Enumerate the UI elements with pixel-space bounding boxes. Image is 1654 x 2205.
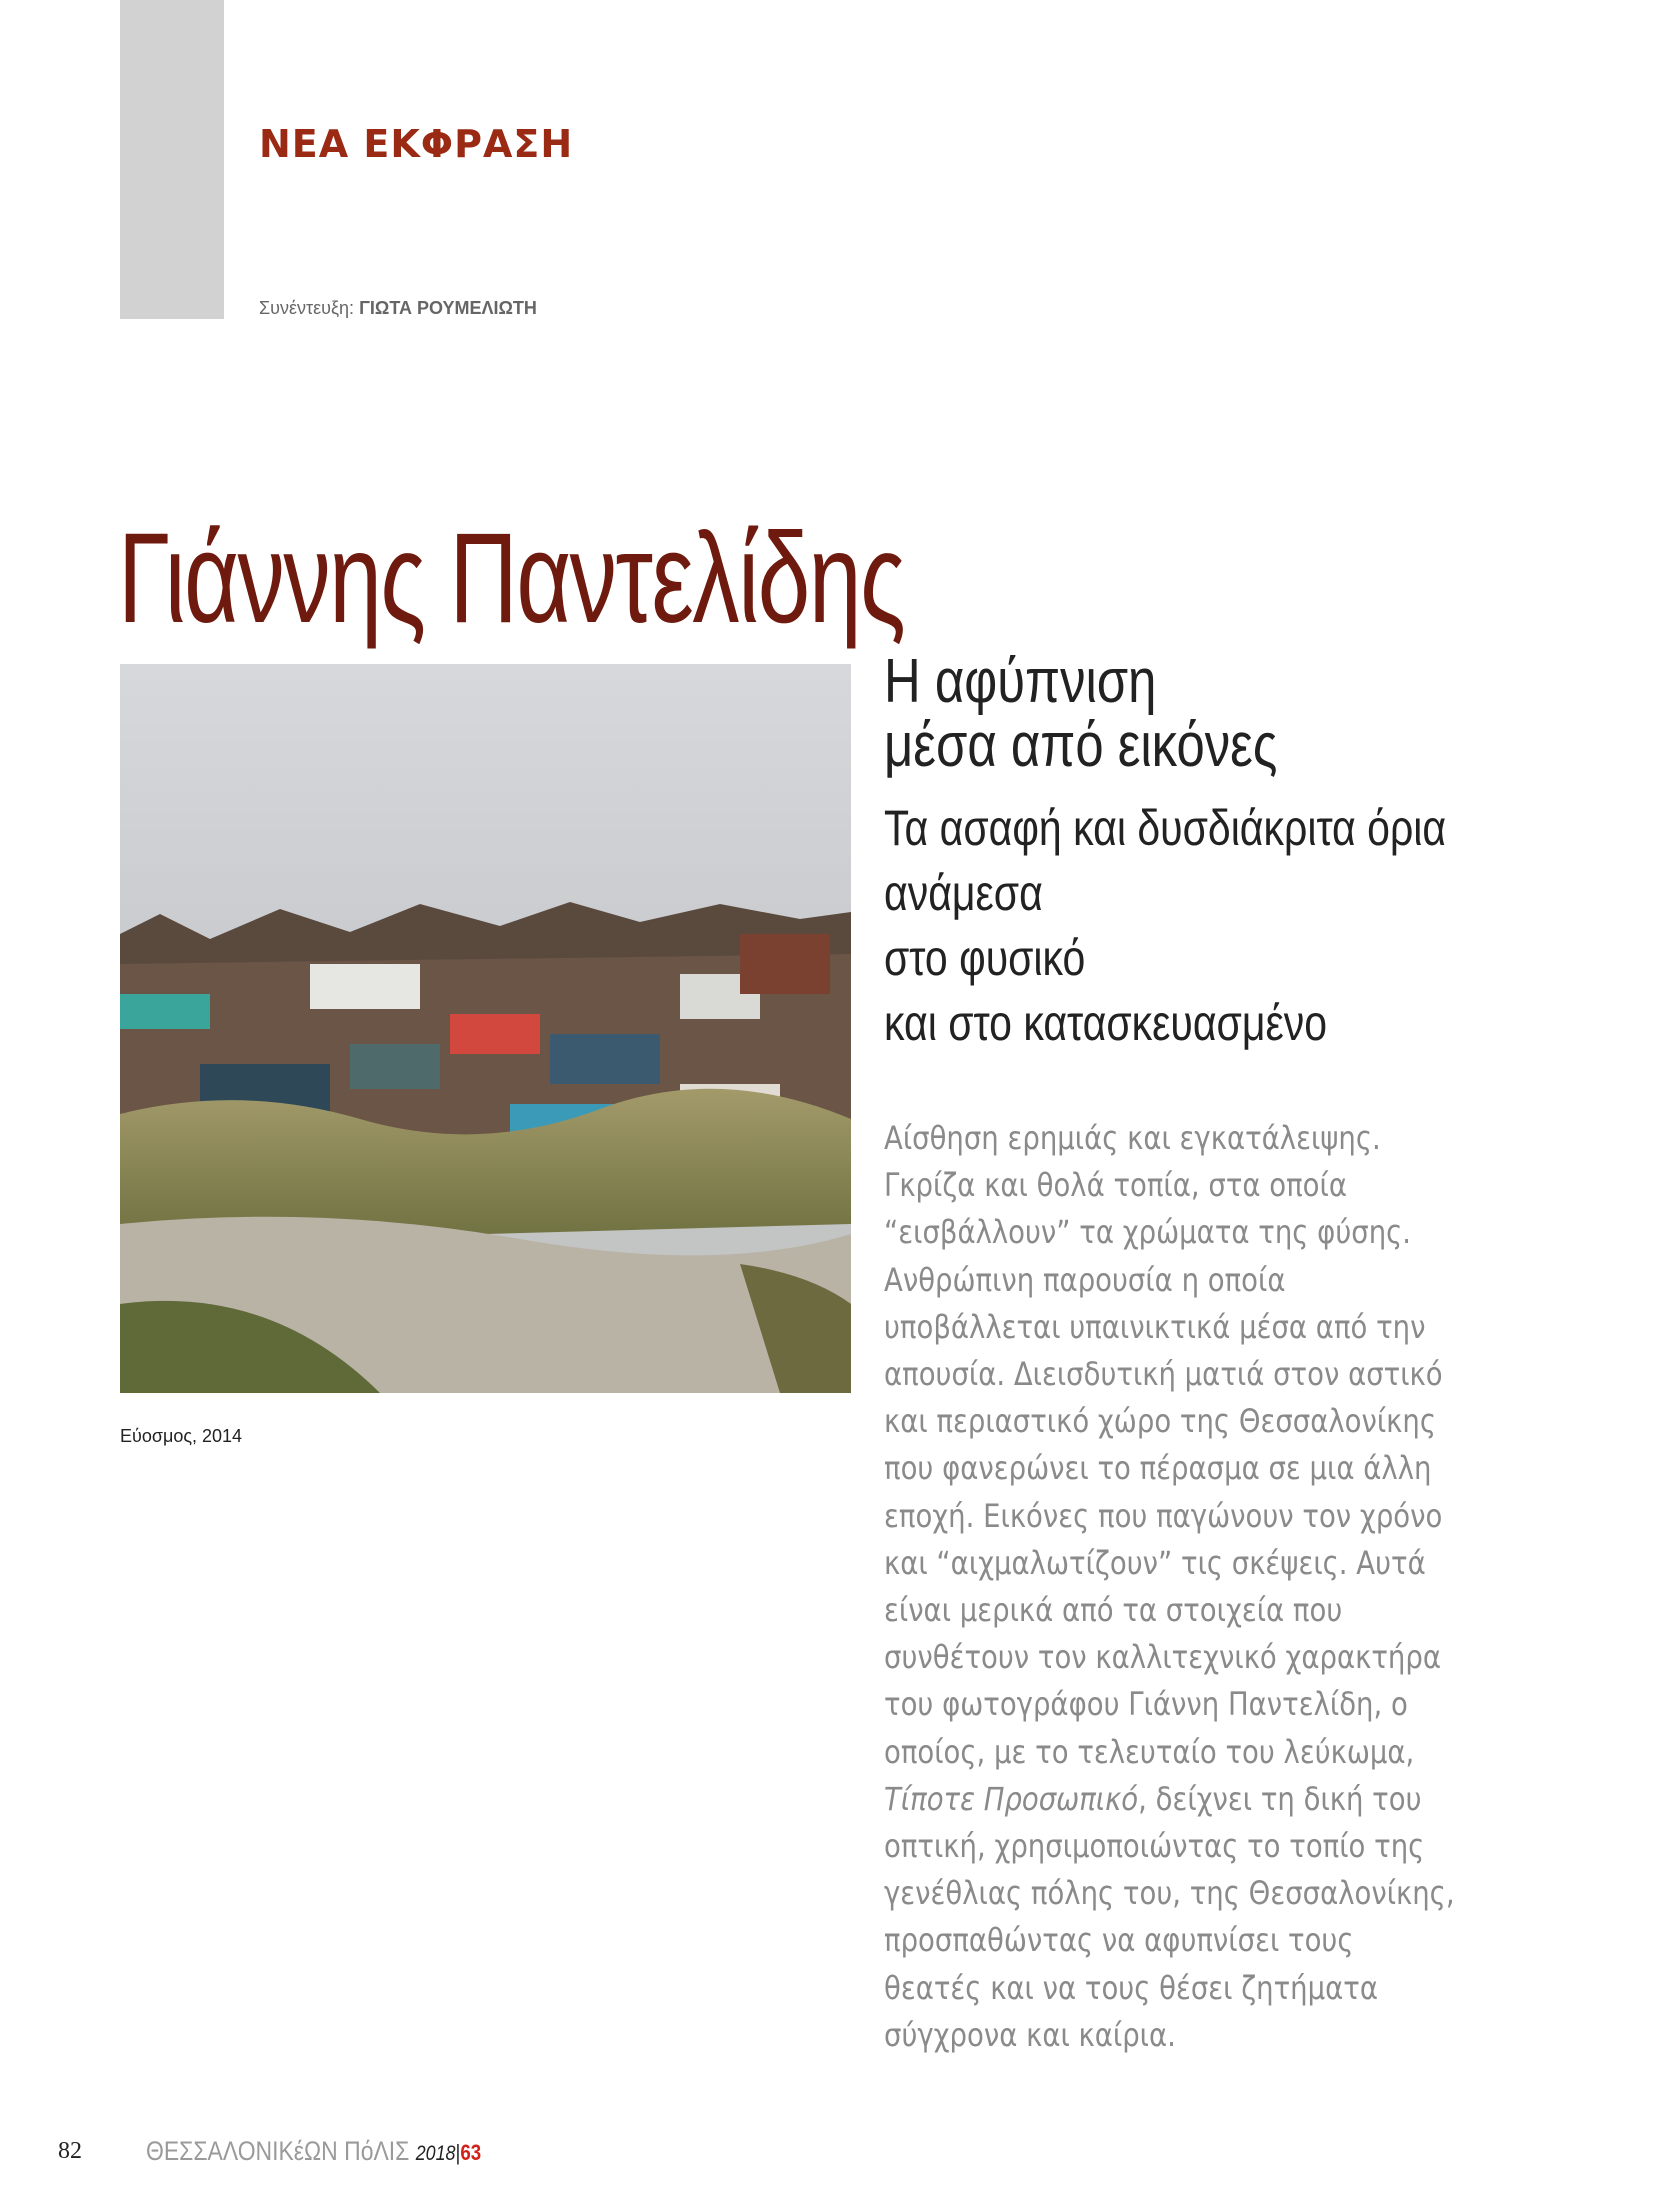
byline-author: ΓΙΩΤΑ ΡΟΥΜΕΛΙΩΤΗ xyxy=(359,298,537,318)
body-line: εποχή. Εικόνες που παγώνουν τον χρόνο xyxy=(884,1496,1443,1535)
subtitle-secondary-line: ανάμεσα xyxy=(884,865,1043,921)
album-title: Τίποτε Προσωπικό xyxy=(884,1779,1139,1818)
junkyard-photo-illustration xyxy=(120,664,851,1393)
body-line: “εισβάλλουν” τα χρώματα της φύσης. xyxy=(884,1213,1412,1252)
body-line: απουσία. Διεισδυτική ματιά στον αστικό xyxy=(884,1355,1443,1394)
body-line: που φανερώνει το πέρασμα σε μια άλλη xyxy=(884,1449,1432,1488)
body-line: θεατές και να τους θέσει ζητήματα xyxy=(884,1968,1378,2007)
subtitle-secondary-line: στο φυσικό xyxy=(884,930,1086,986)
body-line: Ανθρώπινη παρουσία η οποία xyxy=(884,1260,1286,1299)
body-line: και περιαστικό χώρο της Θεσσαλονίκης xyxy=(884,1402,1436,1441)
body-line: είναι μερικά από τα στοιχεία που xyxy=(884,1591,1343,1630)
article-title: Γιάννης Παντελίδης xyxy=(118,507,905,650)
body-line: οποίος, με το τελευταίο του λεύκωμα, xyxy=(884,1732,1415,1771)
body-line-rest: , δείχνει τη δική του xyxy=(1138,1779,1422,1818)
body-line: σύγχρονα και καίρια. xyxy=(884,2015,1176,2054)
body-line: Γκρίζα και θολά τοπία, στα οποία xyxy=(884,1166,1347,1205)
subtitle-main-line: Η αφύπνιση xyxy=(884,647,1157,716)
photo-caption: Εύοσμος, 2014 xyxy=(120,1426,243,1446)
article-body xyxy=(884,1115,1455,2059)
magazine-year: 2018 xyxy=(415,2142,456,2165)
byline-label: Συνέντευξη: xyxy=(259,298,355,318)
body-line: Αίσθηση ερημιάς και εγκατάλειψης. xyxy=(884,1119,1381,1157)
subtitle-main xyxy=(884,647,1278,780)
magazine-footer xyxy=(146,2136,481,2167)
body-line: του φωτογράφου Γιάννη Παντελίδη, ο xyxy=(884,1685,1408,1724)
page-number: 82 xyxy=(58,2138,82,2164)
body-line: γενέθλιας πόλης του, της Θεσσαλονίκης, xyxy=(884,1874,1455,1913)
subtitle-secondary-line: και στο κατασκευασμένο xyxy=(884,995,1328,1051)
section-heading: ΝΕΑ ΕΚΦΡΑΣΗ xyxy=(259,122,574,166)
subtitle-main-line: μέσα από εικόνες xyxy=(884,711,1278,780)
decorative-gray-bar xyxy=(120,0,224,319)
body-line: οπτική, χρησιμοποιώντας το τοπίο της xyxy=(884,1827,1425,1866)
footer-separator: | xyxy=(455,2140,461,2165)
body-line xyxy=(884,1776,1455,1823)
magazine-name: ΘΕΣΣΑΛΟΝΙΚέΩΝ ΠόΛΙΣ xyxy=(146,2136,410,2166)
issue-number: 63 xyxy=(460,2140,482,2165)
body-line: προσπαθώντας να αφυπνίσει τους xyxy=(884,1921,1354,1960)
subtitle-secondary xyxy=(884,796,1446,1056)
body-line: και “αιχμαλωτίζουν” τις σκέψεις. Αυτά xyxy=(884,1543,1426,1582)
body-line: συνθέτουν τον καλλιτεχνικό χαρακτήρα xyxy=(884,1638,1441,1677)
article-photo xyxy=(120,664,851,1393)
subtitle-secondary-line: Τα ασαφή και δυσδιάκριτα όρια xyxy=(884,800,1447,856)
body-line: υποβάλλεται υπαινικτικά μέσα από την xyxy=(884,1307,1426,1346)
byline xyxy=(259,298,537,319)
